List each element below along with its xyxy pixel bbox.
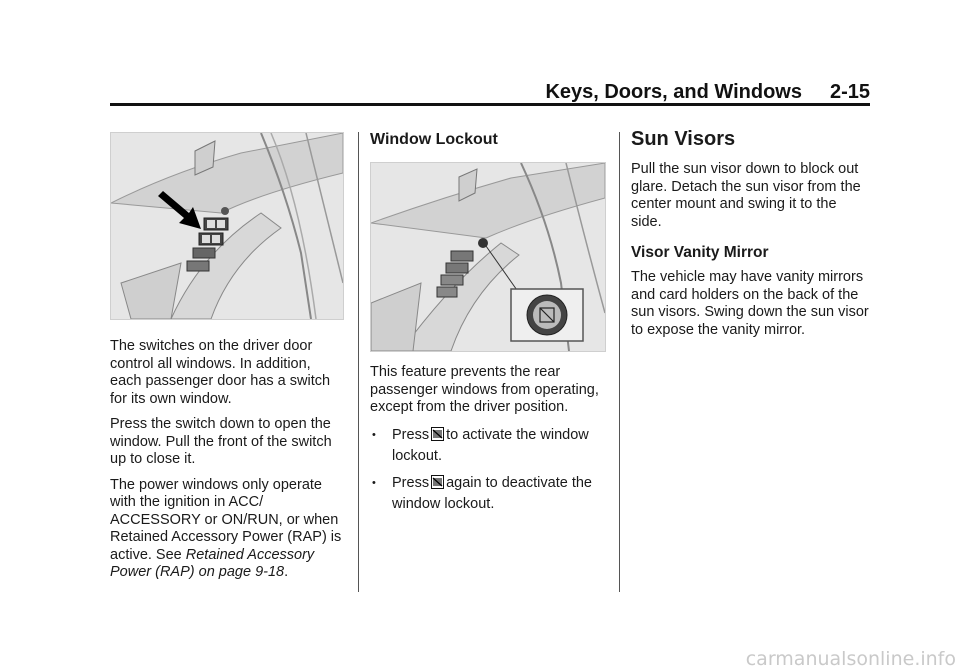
window-lockout-illustration [370,162,606,352]
column-1 [110,132,345,590]
window-lockout-icon [431,475,444,489]
driver-door-switch-illustration [110,132,344,320]
column-divider-2 [619,132,620,592]
paragraph-lockout: This feature prevents the rear passenger windows from operating, except from the driver position. [370,364,599,415]
paragraph-press-switch: Press the switch down to open the window. Pull the front of the switch up to close it. [110,416,332,467]
page-number: 2-15 [829,81,870,103]
paragraph-sun-visor: Pull the sun visor down to block out glare. Detach the sun visor from the center mount and swing it to the side. [631,161,861,230]
window-lockout-icon [431,427,444,441]
paragraph-vanity-mirror: The vehicle may have vanity mirrors and card holders on the back of the sun visors. Swing down the sun visor to expose the vanity mirror. [631,269,869,338]
ignition-text-end: . [284,564,289,580]
column-2 [370,130,608,521]
rap-page-reference[interactable]: Retained Accessory Power (RAP) on page 9-18 [110,546,315,580]
sun-visors-heading: Sun Visors [631,128,736,150]
section-title: Keys, Doors, and Windows [545,81,802,103]
bullet-marker: • [372,476,376,489]
visor-vanity-mirror-heading: Visor Vanity Mirror [631,244,769,261]
bullet-activate-pre: Press [392,426,430,443]
bullet-activate-post: to activate the window lockout. [392,426,589,464]
bullet-marker: • [372,428,376,441]
paragraph-switches: The switches on the driver door control all windows. In addition, each passenger door has a switch for its own window. [110,338,331,407]
paragraph-ignition [110,477,345,582]
page-header [110,80,870,104]
column-divider-1 [358,132,359,592]
watermark: carmanualsonline.info [745,648,956,670]
column-3 [631,127,871,347]
bullet-activate [370,425,608,467]
bullet-deactivate-post: again to deactivate the window lockout. [392,474,592,512]
ignition-text: The power windows only operate with the ignition in ACC/ ACCESSORY or ON/RUN, or when Retained Accessory Power (RAP) is active. See [110,476,342,563]
bullet-deactivate [370,473,608,515]
bullet-deactivate-pre: Press [392,474,430,491]
window-lockout-heading: Window Lockout [370,131,498,148]
header-rule [110,103,870,106]
